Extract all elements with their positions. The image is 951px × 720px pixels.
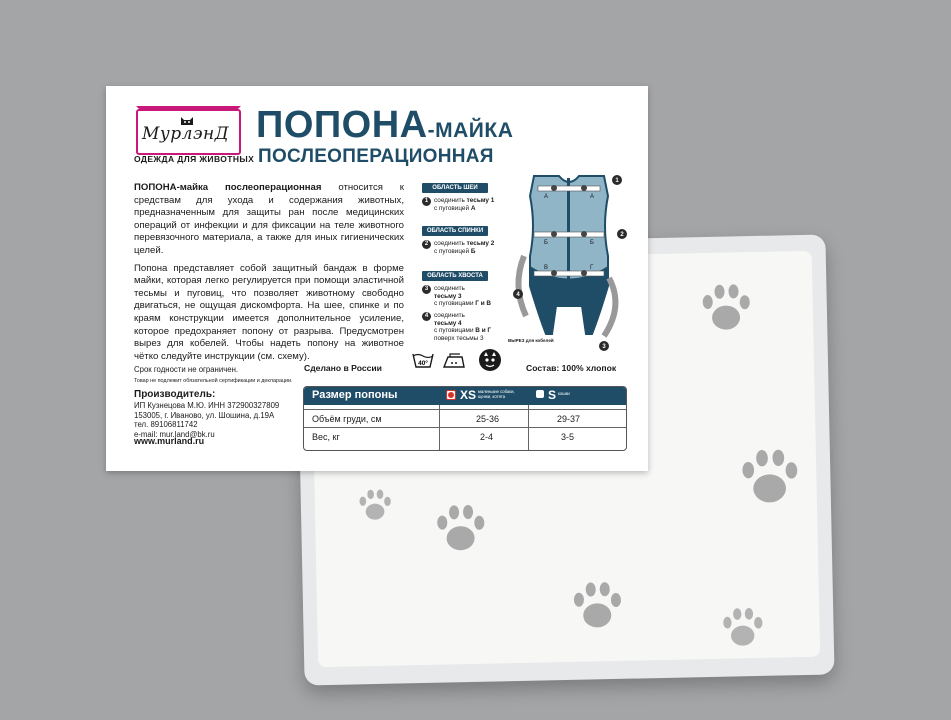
button-icon	[581, 185, 587, 191]
table-row	[304, 409, 626, 428]
step-3	[422, 285, 491, 308]
strap-2	[534, 232, 604, 237]
garment-diagram	[504, 166, 634, 356]
description-paragraph	[134, 182, 404, 258]
button-label: Б	[590, 240, 594, 246]
size-s-label: S	[548, 388, 557, 402]
size-xs-checkbox	[446, 390, 456, 400]
step-1	[422, 197, 494, 212]
callout-number: 1	[615, 178, 619, 184]
step-text: соединить тесьму 1 с пуговицей А	[434, 197, 495, 212]
made-in: Сделано в России	[304, 363, 382, 373]
paw-print-icon	[566, 575, 627, 636]
center-seam	[567, 178, 570, 298]
composition: Состав: 100% хлопок	[526, 363, 617, 373]
step-text: соединить тесьму 2 с пуговицей Б	[434, 240, 495, 255]
product-title	[256, 106, 513, 144]
callout-number: 4	[516, 292, 520, 298]
button-icon	[551, 185, 557, 191]
strap-4-loop	[518, 256, 526, 316]
product-description	[134, 182, 404, 368]
paw-print-icon	[695, 277, 756, 338]
description-paragraph-2: Попона представляет собой защитный бандаж в форме майки, которая легко регулируется при помощи эластичной тесьмы и пуговиц, что позволяет животному свободно двигаться, не ощущая дискомфорта. На шее, спинке и по краям конструкции имеется дополнительное усиление, которое предохраняет попону от разрыва. Предусмотрен вырез для кобелей. Чтобы надеть попону на животное чётко следуйте инструкции (см. схему).	[134, 262, 404, 362]
zone-tail-label: ОБЛАСТЬ ХВОСТА	[422, 271, 488, 281]
product-label-card	[106, 86, 648, 471]
table-row	[304, 427, 626, 446]
row-label: Вес, кг	[312, 432, 340, 442]
button-icon	[581, 270, 587, 276]
brand-tagline: ОДЕЖДА ДЛЯ ЖИВОТНЫХ	[134, 154, 255, 164]
table-divider	[439, 405, 440, 450]
paw-print-icon	[430, 498, 491, 559]
step-text: соединить тесьму 4 с пуговицами В и Г поверх тесьмы 3	[434, 312, 492, 342]
size-s-checkbox	[536, 390, 544, 398]
step-number: 2	[422, 240, 431, 249]
row-value-s: 3-5	[561, 432, 575, 442]
manufacturer-info	[134, 401, 279, 439]
brand-mascot-icon	[478, 348, 502, 372]
button-label: Б	[544, 240, 548, 246]
title-main: ПОПОНА	[256, 104, 428, 146]
table-divider	[528, 405, 529, 450]
paw-print-icon	[734, 441, 805, 512]
step-2	[422, 240, 494, 255]
step-text: соединить тесьму 3 с пуговицами Г и В	[434, 285, 492, 308]
wash-icon	[412, 351, 434, 369]
manufacturer-line: тел. 89106811742	[134, 420, 198, 430]
row-value-s: 29-37	[557, 414, 581, 424]
button-label: В	[544, 265, 549, 271]
step-number: 4	[422, 312, 431, 321]
website-link: www.murland.ru	[134, 436, 205, 446]
button-icon	[581, 231, 587, 237]
certification-note: Товар не подлежит обязательной сертификации и декларации.	[134, 378, 293, 384]
logo-text: МурлэнД	[142, 124, 230, 144]
step-number: 3	[422, 285, 431, 294]
size-table-header	[304, 387, 626, 405]
callout-number: 3	[602, 344, 606, 350]
wash-temp: 40°	[418, 360, 428, 367]
zone-back-label: ОБЛАСТЬ СПИНКИ	[422, 226, 488, 236]
button-icon	[551, 270, 557, 276]
button-label: А	[544, 194, 549, 200]
zone-neck-label: ОБЛАСТЬ ШЕИ	[422, 183, 488, 193]
button-icon	[551, 231, 557, 237]
size-table	[303, 386, 627, 451]
manufacturer-heading: Производитель:	[134, 389, 216, 400]
title-suffix: -МАЙКА	[427, 119, 514, 142]
iron-icon	[442, 353, 466, 369]
description-bold: ПОПОНА-майка послеоперационная	[134, 182, 322, 193]
manufacturer-line: ИП Кузнецова М.Ю. ИНН 372900327809	[134, 401, 280, 410]
strap-1	[538, 186, 600, 191]
paw-print-icon	[354, 485, 395, 526]
manufacturer-line: e-mail: mur.land@bk.ru	[134, 429, 215, 439]
product-subtitle: ПОСЛЕОПЕРАЦИОННАЯ	[258, 146, 494, 167]
cut-label: ВЫРЕЗ для кобелей	[508, 338, 554, 343]
size-xs-note: маленькие собаки, щенки, котята	[478, 389, 515, 399]
step-number: 1	[422, 197, 431, 206]
description-text: относится к средствам для ухода и содержания животных, предназначенным для защиты ран после медицинских операций от инфекции и для фиксации на теле животного перевязочного материала, а также для иных гигиенических целей.	[134, 182, 404, 256]
button-label: Г	[590, 265, 594, 271]
row-value-xs: 2-4	[480, 432, 494, 442]
strap-3	[534, 271, 604, 276]
paw-print-icon	[717, 602, 768, 653]
row-label: Объём груди, см	[312, 414, 382, 424]
size-xs-label: XS	[460, 388, 477, 402]
step-4	[422, 312, 491, 342]
row-value-xs: 25-36	[476, 414, 500, 424]
size-s-note: кошки	[558, 391, 570, 396]
manufacturer-line: 153005, г. Иваново, ул. Шошина, д.19А	[134, 410, 275, 420]
size-table-heading: Размер попоны	[312, 389, 398, 401]
shelf-life: Срок годности не ограничен.	[134, 365, 239, 374]
button-label: А	[590, 194, 595, 200]
callout-number: 2	[620, 232, 624, 238]
